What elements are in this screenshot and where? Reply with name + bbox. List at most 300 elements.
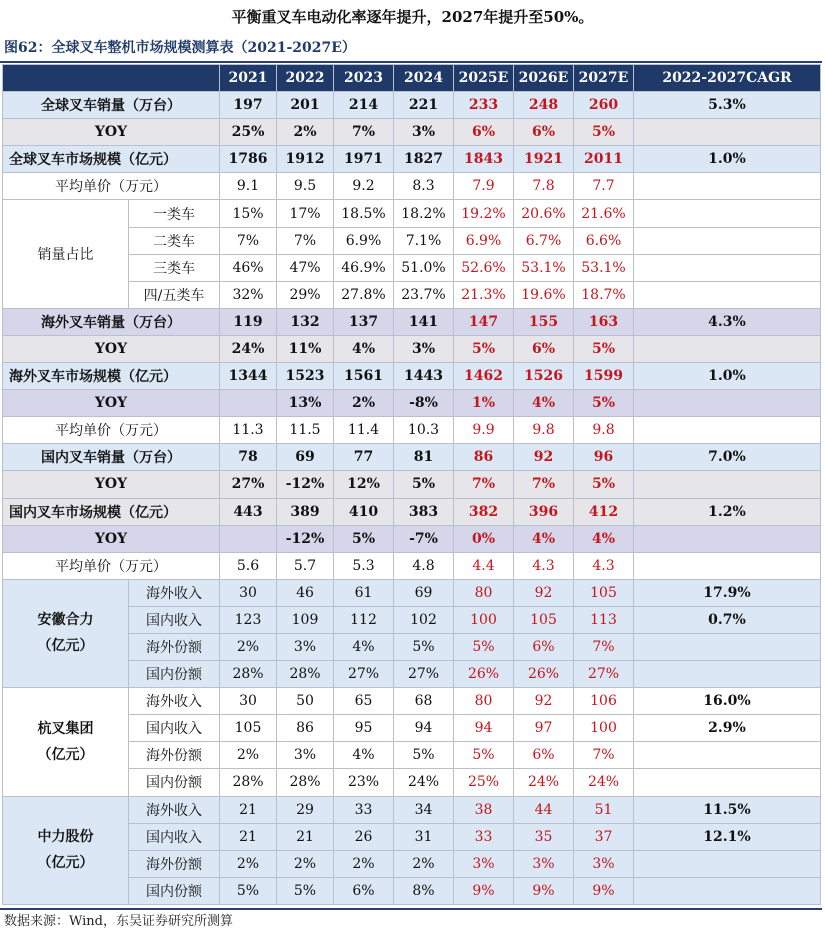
row-value: 5.3 bbox=[334, 552, 394, 579]
row-value: 2% bbox=[277, 119, 334, 146]
company-metric-label: 国内收入 bbox=[129, 823, 220, 850]
row-cagr bbox=[634, 119, 821, 146]
row-cagr: 1.0% bbox=[634, 146, 821, 173]
company-name: 中力股份 bbox=[37, 829, 94, 846]
row-value: 11% bbox=[277, 335, 334, 362]
group-label-sales-share: 销量占比 bbox=[3, 200, 129, 308]
row-value: 9.5 bbox=[277, 173, 334, 200]
company-value: 26% bbox=[454, 661, 514, 688]
company-value: 106 bbox=[574, 688, 634, 715]
table-row bbox=[3, 444, 821, 471]
share-value: 7.1% bbox=[394, 227, 454, 254]
row-label: 海外叉车市场规模（亿元） bbox=[3, 363, 220, 390]
table-row bbox=[3, 363, 821, 390]
row-value: 443 bbox=[220, 498, 277, 525]
company-value: 112 bbox=[334, 606, 394, 633]
row-value: 77 bbox=[334, 444, 394, 471]
company-metric-label: 海外收入 bbox=[129, 688, 220, 715]
row-cagr: 4.3% bbox=[634, 308, 821, 335]
row-value: 13% bbox=[277, 390, 334, 417]
row-value: 1599 bbox=[574, 363, 634, 390]
row-value: -12% bbox=[277, 471, 334, 498]
company-value: 94 bbox=[394, 715, 454, 742]
row-cagr bbox=[634, 254, 821, 281]
row-label: 全球叉车销量（万台） bbox=[3, 92, 220, 119]
company-value: 33 bbox=[334, 796, 394, 823]
row-cagr bbox=[634, 552, 821, 579]
sub-row-label: 三类车 bbox=[129, 254, 220, 281]
company-value: 4% bbox=[334, 633, 394, 660]
row-value: 6% bbox=[514, 119, 574, 146]
row-cagr bbox=[634, 173, 821, 200]
row-value: 11.3 bbox=[220, 417, 277, 444]
row-value: 201 bbox=[277, 92, 334, 119]
company-metric-label: 国内份额 bbox=[129, 877, 220, 904]
row-value: 3% bbox=[394, 335, 454, 362]
column-header: 2024 bbox=[394, 65, 454, 92]
company-value: 100 bbox=[454, 606, 514, 633]
share-value: 20.6% bbox=[514, 200, 574, 227]
company-value: 21 bbox=[277, 823, 334, 850]
company-value: 69 bbox=[394, 579, 454, 606]
column-header: 2021 bbox=[220, 65, 277, 92]
company-value: 9% bbox=[574, 877, 634, 904]
sub-row-label: 一类车 bbox=[129, 200, 220, 227]
row-value: 9.2 bbox=[334, 173, 394, 200]
company-metric-label: 海外收入 bbox=[129, 796, 220, 823]
row-value bbox=[220, 390, 277, 417]
row-value: 1523 bbox=[277, 363, 334, 390]
row-cagr bbox=[634, 335, 821, 362]
row-value: 147 bbox=[454, 308, 514, 335]
row-value: 4% bbox=[514, 525, 574, 552]
share-value: 46% bbox=[220, 254, 277, 281]
column-header: 2022-2027CAGR bbox=[634, 65, 821, 92]
share-value: 29% bbox=[277, 281, 334, 308]
company-value: 50 bbox=[277, 688, 334, 715]
row-value: 2% bbox=[334, 390, 394, 417]
company-value: 94 bbox=[454, 715, 514, 742]
row-value: 4.3 bbox=[574, 552, 634, 579]
company-value: 30 bbox=[220, 579, 277, 606]
company-value: 123 bbox=[220, 606, 277, 633]
row-value: 5.7 bbox=[277, 552, 334, 579]
company-value: 23% bbox=[334, 769, 394, 796]
company-value: 2% bbox=[394, 850, 454, 877]
company-cagr bbox=[634, 769, 821, 796]
company-row bbox=[3, 579, 821, 606]
share-value: 21.6% bbox=[574, 200, 634, 227]
company-unit: （亿元） bbox=[37, 746, 94, 763]
company-metric-label: 国内收入 bbox=[129, 715, 220, 742]
company-value: 51 bbox=[574, 796, 634, 823]
row-value: 5% bbox=[394, 471, 454, 498]
row-value: 1% bbox=[454, 390, 514, 417]
table-row bbox=[3, 146, 821, 173]
company-metric-label: 国内份额 bbox=[129, 661, 220, 688]
company-value: 21 bbox=[220, 796, 277, 823]
row-label: 国内叉车销量（万台） bbox=[3, 444, 220, 471]
row-value: 8.3 bbox=[394, 173, 454, 200]
row-value: 27% bbox=[220, 471, 277, 498]
company-value: 28% bbox=[220, 661, 277, 688]
row-label: YOY bbox=[3, 390, 220, 417]
company-value: 80 bbox=[454, 579, 514, 606]
share-value: 52.6% bbox=[454, 254, 514, 281]
company-value: 30 bbox=[220, 688, 277, 715]
table-row bbox=[3, 417, 821, 444]
company-value: 28% bbox=[277, 769, 334, 796]
company-cagr bbox=[634, 850, 821, 877]
row-value: 132 bbox=[277, 308, 334, 335]
row-label: 平均单价（万元） bbox=[3, 173, 220, 200]
company-cagr bbox=[634, 877, 821, 904]
company-metric-label: 海外份额 bbox=[129, 742, 220, 769]
row-value: 25% bbox=[220, 119, 277, 146]
row-cagr bbox=[634, 390, 821, 417]
row-value: 396 bbox=[514, 498, 574, 525]
company-value: 92 bbox=[514, 688, 574, 715]
row-label: 平均单价（万元） bbox=[3, 417, 220, 444]
row-value: 7.7 bbox=[574, 173, 634, 200]
row-value: 0% bbox=[454, 525, 514, 552]
company-value: 2% bbox=[220, 850, 277, 877]
row-cagr bbox=[634, 525, 821, 552]
figure-caption: 图62：全球叉车整机市场规模测算表（2021-2027E） bbox=[4, 40, 356, 56]
company-value: 27% bbox=[394, 661, 454, 688]
row-value: 1344 bbox=[220, 363, 277, 390]
row-value: 1526 bbox=[514, 363, 574, 390]
row-value: 119 bbox=[220, 308, 277, 335]
share-value: 19.2% bbox=[454, 200, 514, 227]
company-cagr: 11.5% bbox=[634, 796, 821, 823]
company-value: 27% bbox=[574, 661, 634, 688]
company-value: 68 bbox=[394, 688, 454, 715]
row-value bbox=[220, 525, 277, 552]
row-value: 12% bbox=[334, 471, 394, 498]
row-value: 155 bbox=[514, 308, 574, 335]
row-value: 86 bbox=[454, 444, 514, 471]
company-value: 4% bbox=[334, 742, 394, 769]
company-value: 6% bbox=[334, 877, 394, 904]
row-value: 5% bbox=[574, 335, 634, 362]
row-value: 10.3 bbox=[394, 417, 454, 444]
company-value: 109 bbox=[277, 606, 334, 633]
company-value: 38 bbox=[454, 796, 514, 823]
table-header-row bbox=[3, 65, 821, 92]
row-value: 92 bbox=[514, 444, 574, 471]
company-value: 92 bbox=[514, 579, 574, 606]
share-value: 6.7% bbox=[514, 227, 574, 254]
share-value: 18.7% bbox=[574, 281, 634, 308]
row-value: 9.1 bbox=[220, 173, 277, 200]
row-value: 137 bbox=[334, 308, 394, 335]
company-value: 25% bbox=[454, 769, 514, 796]
row-value: 5.6 bbox=[220, 552, 277, 579]
row-value: 1786 bbox=[220, 146, 277, 173]
table-row bbox=[3, 471, 821, 498]
row-value: 389 bbox=[277, 498, 334, 525]
company-metric-label: 国内收入 bbox=[129, 606, 220, 633]
table-row bbox=[3, 525, 821, 552]
company-value: 5% bbox=[454, 633, 514, 660]
company-value: 44 bbox=[514, 796, 574, 823]
company-cagr bbox=[634, 742, 821, 769]
column-header: 2027E bbox=[574, 65, 634, 92]
table-row bbox=[3, 173, 821, 200]
share-value: 46.9% bbox=[334, 254, 394, 281]
company-value: 9% bbox=[514, 877, 574, 904]
row-label: 国内叉车市场规模（亿元） bbox=[3, 498, 220, 525]
company-name: 杭叉集团 bbox=[37, 720, 94, 737]
company-value: 3% bbox=[514, 850, 574, 877]
company-value: 21 bbox=[220, 823, 277, 850]
company-value: 28% bbox=[277, 661, 334, 688]
row-value: 5% bbox=[454, 335, 514, 362]
company-unit: （亿元） bbox=[37, 638, 94, 655]
row-value: 1827 bbox=[394, 146, 454, 173]
company-value: 3% bbox=[574, 850, 634, 877]
row-value: 5% bbox=[574, 390, 634, 417]
row-value: 1912 bbox=[277, 146, 334, 173]
company-value: 24% bbox=[394, 769, 454, 796]
company-value: 100 bbox=[574, 715, 634, 742]
page-headline: 平衡重叉车电动化率逐年提升，2027年提升至50%。 bbox=[231, 8, 594, 26]
row-value: 1843 bbox=[454, 146, 514, 173]
company-value: 35 bbox=[514, 823, 574, 850]
company-value: 6% bbox=[514, 633, 574, 660]
company-unit: （亿元） bbox=[37, 855, 94, 872]
row-value: 248 bbox=[514, 92, 574, 119]
row-value: 7.8 bbox=[514, 173, 574, 200]
company-value: 5% bbox=[394, 633, 454, 660]
company-value: 6% bbox=[514, 742, 574, 769]
forklift-market-table bbox=[2, 64, 821, 905]
row-value: 1443 bbox=[394, 363, 454, 390]
company-value: 33 bbox=[454, 823, 514, 850]
company-cagr: 12.1% bbox=[634, 823, 821, 850]
row-value: 5% bbox=[334, 525, 394, 552]
table-row bbox=[3, 92, 821, 119]
row-value: 1462 bbox=[454, 363, 514, 390]
data-source-note: 数据来源：Wind，东吴证券研究所测算 bbox=[4, 914, 233, 929]
row-value: -12% bbox=[277, 525, 334, 552]
row-value: 4.8 bbox=[394, 552, 454, 579]
company-row bbox=[3, 796, 821, 823]
company-value: 34 bbox=[394, 796, 454, 823]
company-name: 安徽合力 bbox=[37, 612, 94, 629]
company-value: 5% bbox=[277, 877, 334, 904]
row-label: 平均单价（万元） bbox=[3, 552, 220, 579]
row-value: 197 bbox=[220, 92, 277, 119]
row-value: 9.8 bbox=[574, 417, 634, 444]
company-name-cell bbox=[3, 579, 129, 687]
share-value: 47% bbox=[277, 254, 334, 281]
company-value: 24% bbox=[574, 769, 634, 796]
row-value: 233 bbox=[454, 92, 514, 119]
company-value: 28% bbox=[220, 769, 277, 796]
company-row bbox=[3, 688, 821, 715]
company-name-cell bbox=[3, 688, 129, 796]
company-cagr: 16.0% bbox=[634, 688, 821, 715]
company-metric-label: 海外份额 bbox=[129, 633, 220, 660]
company-value: 8% bbox=[394, 877, 454, 904]
row-cagr: 1.2% bbox=[634, 498, 821, 525]
row-value: 141 bbox=[394, 308, 454, 335]
company-value: 26% bbox=[514, 661, 574, 688]
row-cagr bbox=[634, 227, 821, 254]
company-value: 5% bbox=[220, 877, 277, 904]
company-value: 61 bbox=[334, 579, 394, 606]
company-metric-label: 海外份额 bbox=[129, 850, 220, 877]
row-value: 4.4 bbox=[454, 552, 514, 579]
row-value: 221 bbox=[394, 92, 454, 119]
company-value: 95 bbox=[334, 715, 394, 742]
company-metric-label: 国内份额 bbox=[129, 769, 220, 796]
share-value: 21.3% bbox=[454, 281, 514, 308]
row-value: 11.5 bbox=[277, 417, 334, 444]
company-value: 86 bbox=[277, 715, 334, 742]
column-header: 2025E bbox=[454, 65, 514, 92]
sub-row-label: 四/五类车 bbox=[129, 281, 220, 308]
company-value: 80 bbox=[454, 688, 514, 715]
row-value: 7.9 bbox=[454, 173, 514, 200]
row-value: 383 bbox=[394, 498, 454, 525]
column-header: 2026E bbox=[514, 65, 574, 92]
share-value: 7% bbox=[277, 227, 334, 254]
share-value: 17% bbox=[277, 200, 334, 227]
row-value: 11.4 bbox=[334, 417, 394, 444]
company-value: 2% bbox=[220, 633, 277, 660]
row-value: 7% bbox=[334, 119, 394, 146]
row-label: 海外叉车销量（万台） bbox=[3, 308, 220, 335]
company-value: 5% bbox=[394, 742, 454, 769]
top-rule bbox=[0, 61, 822, 63]
row-value: 163 bbox=[574, 308, 634, 335]
company-value: 29 bbox=[277, 796, 334, 823]
share-value: 18.5% bbox=[334, 200, 394, 227]
share-value: 6.6% bbox=[574, 227, 634, 254]
share-value: 53.1% bbox=[514, 254, 574, 281]
table-row bbox=[3, 200, 821, 227]
company-value: 2% bbox=[220, 742, 277, 769]
row-value: 4% bbox=[514, 390, 574, 417]
row-value: 6% bbox=[514, 335, 574, 362]
row-cagr: 7.0% bbox=[634, 444, 821, 471]
row-value: 1561 bbox=[334, 363, 394, 390]
company-value: 3% bbox=[277, 633, 334, 660]
row-cagr: 5.3% bbox=[634, 92, 821, 119]
company-value: 26 bbox=[334, 823, 394, 850]
company-value: 105 bbox=[514, 606, 574, 633]
share-value: 53.1% bbox=[574, 254, 634, 281]
row-value: 412 bbox=[574, 498, 634, 525]
company-value: 105 bbox=[220, 715, 277, 742]
row-value: 1921 bbox=[514, 146, 574, 173]
bottom-rule bbox=[0, 908, 822, 910]
row-value: 260 bbox=[574, 92, 634, 119]
table-row bbox=[3, 498, 821, 525]
row-value: 78 bbox=[220, 444, 277, 471]
row-value: 1971 bbox=[334, 146, 394, 173]
table-row bbox=[3, 119, 821, 146]
company-value: 24% bbox=[514, 769, 574, 796]
row-value: -7% bbox=[394, 525, 454, 552]
company-value: 5% bbox=[454, 742, 514, 769]
row-value: 4.3 bbox=[514, 552, 574, 579]
row-value: 69 bbox=[277, 444, 334, 471]
row-value: 6% bbox=[454, 119, 514, 146]
row-label: YOY bbox=[3, 471, 220, 498]
row-value: 7% bbox=[514, 471, 574, 498]
row-value: 382 bbox=[454, 498, 514, 525]
row-cagr: 1.0% bbox=[634, 363, 821, 390]
row-value: 5% bbox=[574, 119, 634, 146]
row-label: YOY bbox=[3, 525, 220, 552]
company-metric-label: 海外收入 bbox=[129, 579, 220, 606]
row-label: YOY bbox=[3, 119, 220, 146]
company-name-cell bbox=[3, 796, 129, 904]
company-cagr: 0.7% bbox=[634, 606, 821, 633]
row-value: -8% bbox=[394, 390, 454, 417]
row-label: YOY bbox=[3, 335, 220, 362]
table-row bbox=[3, 308, 821, 335]
company-cagr: 17.9% bbox=[634, 579, 821, 606]
company-cagr: 2.9% bbox=[634, 715, 821, 742]
row-value: 3% bbox=[394, 119, 454, 146]
table-row bbox=[3, 390, 821, 417]
row-value: 4% bbox=[574, 525, 634, 552]
sub-row-label: 二类车 bbox=[129, 227, 220, 254]
row-value: 5% bbox=[574, 471, 634, 498]
company-cagr bbox=[634, 633, 821, 660]
row-value: 81 bbox=[394, 444, 454, 471]
share-value: 27.8% bbox=[334, 281, 394, 308]
row-value: 24% bbox=[220, 335, 277, 362]
row-value: 4% bbox=[334, 335, 394, 362]
row-value: 9.9 bbox=[454, 417, 514, 444]
header-blank-cell bbox=[3, 65, 220, 92]
company-value: 3% bbox=[277, 742, 334, 769]
share-value: 7% bbox=[220, 227, 277, 254]
company-value: 113 bbox=[574, 606, 634, 633]
company-value: 2% bbox=[277, 850, 334, 877]
table-row bbox=[3, 552, 821, 579]
column-header: 2022 bbox=[277, 65, 334, 92]
company-value: 31 bbox=[394, 823, 454, 850]
row-cagr bbox=[634, 281, 821, 308]
share-value: 6.9% bbox=[334, 227, 394, 254]
row-value: 214 bbox=[334, 92, 394, 119]
row-cagr bbox=[634, 417, 821, 444]
share-value: 15% bbox=[220, 200, 277, 227]
row-cagr bbox=[634, 200, 821, 227]
row-value: 2011 bbox=[574, 146, 634, 173]
table-row bbox=[3, 335, 821, 362]
company-cagr bbox=[634, 661, 821, 688]
share-value: 6.9% bbox=[454, 227, 514, 254]
company-value: 102 bbox=[394, 606, 454, 633]
share-value: 32% bbox=[220, 281, 277, 308]
company-value: 46 bbox=[277, 579, 334, 606]
column-header: 2023 bbox=[334, 65, 394, 92]
share-value: 23.7% bbox=[394, 281, 454, 308]
company-value: 2% bbox=[334, 850, 394, 877]
share-value: 18.2% bbox=[394, 200, 454, 227]
company-value: 7% bbox=[574, 633, 634, 660]
company-value: 9% bbox=[454, 877, 514, 904]
company-value: 7% bbox=[574, 742, 634, 769]
